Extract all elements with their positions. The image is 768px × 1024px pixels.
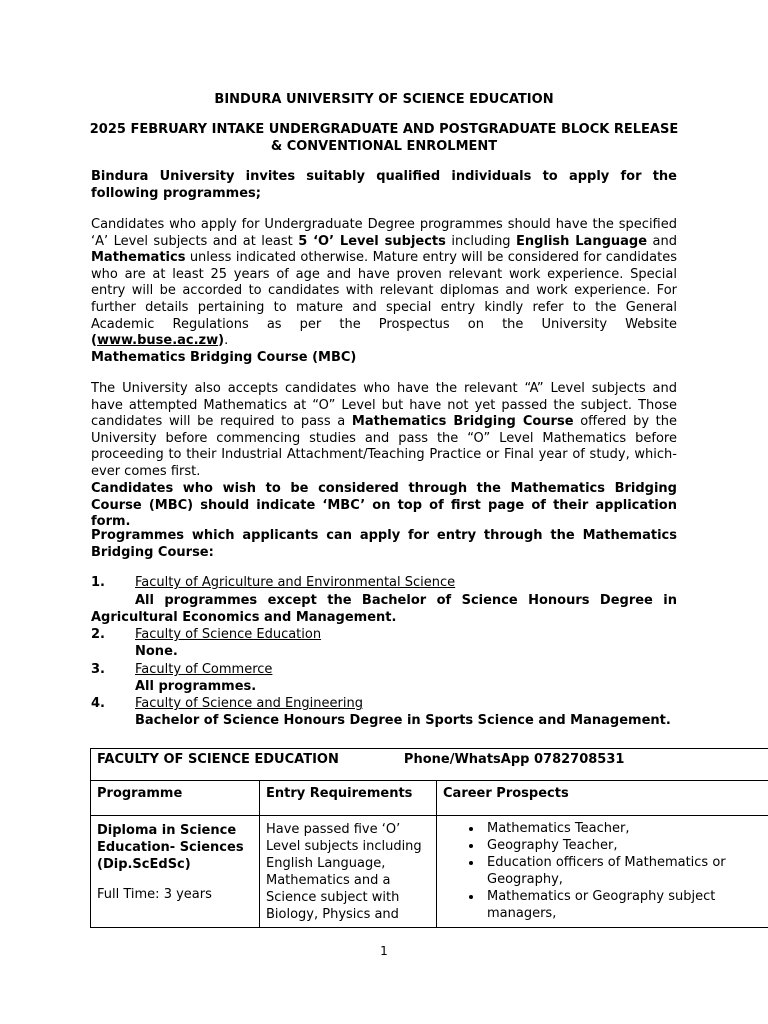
university-website-link[interactable]: www.buse.ac.zw xyxy=(96,333,219,349)
faculty-name: Faculty of Science and Engineering xyxy=(135,696,363,711)
faculty-detail: All programmes. xyxy=(135,679,257,694)
column-header-entry: Entry Requirements xyxy=(260,781,437,816)
list-item: • Mathematics or Geography subject managers, xyxy=(483,888,768,922)
intake-title-line1: 2025 FEBRUARY INTAKE UNDERGRADUATE AND POSTGRADUATE BLOCK RELEASE xyxy=(89,122,679,137)
invitation-paragraph: Bindura University invites suitably qualified individuals to apply for the following programmes; xyxy=(91,169,677,201)
list-item: • Education officers of Mathematics or Geography, xyxy=(483,854,768,888)
page-number: 1 xyxy=(380,944,388,958)
requirements-paragraph: Candidates who apply for Undergraduate Degree programmes should have the specified ‘A’ Level subjects and at least 5 ‘O’ Level subjects including English Language and Mathematics unless indicated otherwise. Mature entry will be considered for candidates who are at least 25 years of age and have proven relevant work experience. Special entry will be accorded to candidates with relevant diplomas and work experience. For further details pertaining to mature and special entry kindly refer to the General Academic Regulations as per the Prospectus on the University Website (www.buse.ac.zw). xyxy=(91,217,677,349)
faculty-name: Faculty of Science Education xyxy=(135,627,322,642)
entry-requirements: Have passed five ‘O’ Level subjects including English Language, Mathematics and a Science subject with Biology, Physics and xyxy=(260,816,437,928)
mbc-heading: Mathematics Bridging Course (MBC) xyxy=(91,350,357,365)
faculty-detail: None. xyxy=(135,644,178,659)
list-item: • Geography Teacher, xyxy=(483,837,768,854)
career-prospects-list xyxy=(437,820,768,922)
programme-name: Diploma in Science Education- Sciences (Dip.ScEdSc) xyxy=(97,823,244,872)
column-header-programme: Programme xyxy=(91,781,260,816)
list-item: • Mathematics Teacher, xyxy=(483,820,768,837)
document-page: BINDURA UNIVERSITY OF SCIENCE EDUCATION 2025 FEBRUARY INTAKE UNDERGRADUATE AND POSTGRADUATE BLOCK RELEASE & CONVENTIONAL ENROLMENT Bindura University invites suitably qualified individuals to apply for the following programmes; Candidates who apply for Undergraduate Degree programmes should have the specified ‘A’ Level subjects and at least 5 ‘O’ Level subjects including English Language and Mathematics unless indicated otherwise. Mature entry will be considered for candidates who are at least 25 years of age and have proven relevant work experience. Special entry will be accorded to candidates with relevant diplomas and work experience. For further details pertaining to mature and special entry kindly refer to the General Academic Regulations as per the Prospectus on the University Website (www.buse.ac.zw). Mathematics Bridging Course (MBC) The University also accepts candidates who have the relevant “A” Level subjects and have attempted Mathematics at “O” Level but have not yet passed the subject. Those candidates will be required to pass a Mathematics Bridging Course offered by the University before commencing studies and pass the “O” Level Mathematics before proceeding to their Industrial Attachment/Teaching Practice or Final year of study, which-ever comes first. Candidates who wish to be considered through the Mathematics Bridging Course (MBC) should indicate ‘MBC’ on top of first page of their application form. Programmes which applicants can apply for entry through the Mathematics Bridging Course: 1. Faculty of Agriculture and Environmental Science All programmes except the Bachelor of Science Honours Degree in Agricultural Economics and Management. 2. Faculty of Science Education None. 3. Faculty of Commerce All programmes. 4. Faculty of Science and Engineering Bachelor of Science Honours Degree in Sports Science and Management. FACULTY OF SCIENCE EDUCATION Phone/WhatsApp 0782708531 Programme Entry Requirements Career Prospects Diploma in Science Education- Sciences (Dip.ScEdSc) Full Time: 3 years Have passed five ‘O’ Level subjects including English Language, Mathematics and a Science subject with Biology, Physics and • Mathematics Teacher, • Geography Teacher, • Education officers of Mathematics or Geography, • Mathematics or Geography subject managers, 1 xyxy=(0,0,768,1024)
table-title-row xyxy=(91,749,768,781)
faculty-name: Faculty of Commerce xyxy=(135,662,273,677)
table-row xyxy=(91,816,768,928)
mbc-paragraph: The University also accepts candidates who have the relevant “A” Level subjects and have attempted Mathematics at “O” Level but have not yet passed the subject. Those candidates will be required to pass a Mathematics Bridging Course offered by the University before commencing studies and pass the “O” Level Mathematics before proceeding to their Industrial Attachment/Teaching Practice or Final year of study, which-ever comes first. xyxy=(91,381,678,479)
intake-title-line2: & CONVENTIONAL ENROLMENT xyxy=(270,139,498,154)
column-header-career: Career Prospects xyxy=(437,781,768,816)
faculty-programme-table xyxy=(90,748,768,928)
mbc-instruction-paragraph: Candidates who wish to be considered through the Mathematics Bridging Course (MBC) should indicate ‘MBC’ on top of first page of their application form. xyxy=(91,481,677,530)
faculty-detail: Bachelor of Science Honours Degree in Sports Science and Management. xyxy=(135,713,671,728)
faculty-detail: All programmes except the Bachelor of Science Honours Degree in Agricultural Economics and Management. xyxy=(91,593,677,625)
faculty-phone: Phone/WhatsApp 0782708531 xyxy=(403,752,625,767)
university-title: BINDURA UNIVERSITY OF SCIENCE EDUCATION xyxy=(214,92,554,107)
table-header-row xyxy=(91,781,768,816)
faculty-name: Faculty of Agriculture and Environmental Science xyxy=(135,575,456,590)
programme-duration: Full Time: 3 years xyxy=(97,887,212,902)
faculty-title: FACULTY OF SCIENCE EDUCATION xyxy=(97,752,339,767)
mbc-programmes-intro: Programmes which applicants can apply for entry through the Mathematics Bridging Course: xyxy=(91,528,677,560)
